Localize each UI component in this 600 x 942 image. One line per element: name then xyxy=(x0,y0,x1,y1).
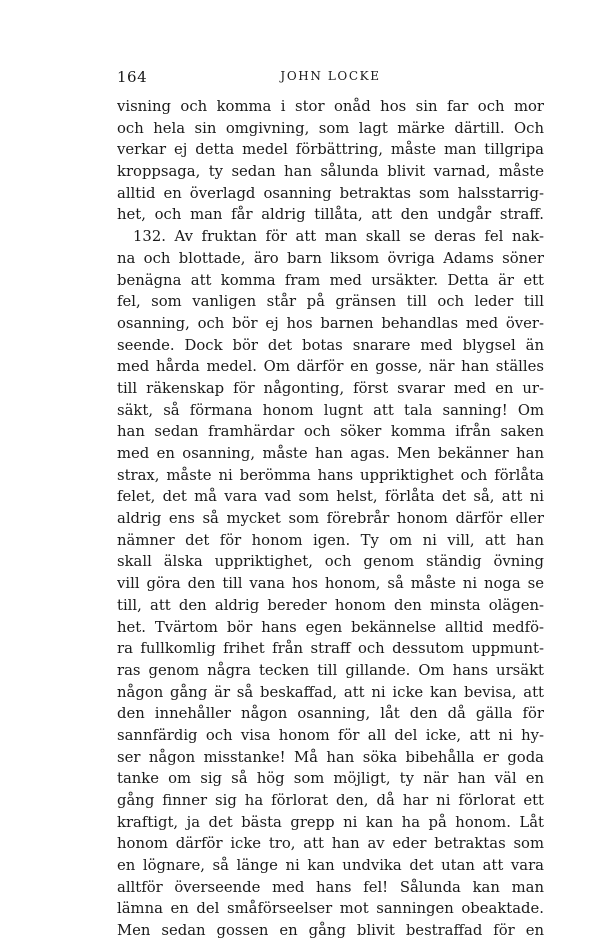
text-line: het, och man får aldrig tillåta, att den undgår straff. xyxy=(117,206,544,224)
text-line: någon gång är så beskaffad, att ni icke kan bevisa, att xyxy=(117,683,544,701)
paragraph-start-line: 132. Av fruktan för att man skall se deras fel nak- xyxy=(133,228,544,246)
text-line: osanning, och bör ej hos barnen behandlas med över- xyxy=(117,314,544,332)
text-line: honom därför icke tro, att han av eder betraktas som xyxy=(117,835,544,853)
text-line: till, att den aldrig bereder honom den minsta olägen- xyxy=(117,596,544,614)
text-line: na och blottade, äro barn liksom övriga Adams söner xyxy=(117,249,544,267)
text-line: nämner det för honom igen. Ty om ni vill, att han xyxy=(117,531,544,549)
text-line: felet, det må vara vad som helst, förlåta det så, att ni xyxy=(117,488,544,506)
text-line: ser någon misstanke! Må han söka bibehålla er goda xyxy=(117,748,544,766)
text-line: den innehåller någon osanning, låt den då gälla för xyxy=(117,705,544,723)
text-line: Men sedan gossen en gång blivit bestraffad för en xyxy=(117,922,544,940)
text-line: alltid en överlagd osanning betraktas som halsstarrig- xyxy=(117,184,544,202)
text-line: het. Tvärtom bör hans egen bekännelse alltid medfö- xyxy=(117,618,544,636)
page-header xyxy=(117,68,544,88)
text-line: skall älska uppriktighet, och genom ständig övning xyxy=(117,553,544,571)
text-line: visning och komma i stor onåd hos sin far och mor xyxy=(117,98,544,115)
text-line: ras genom några tecken till gillande. Om hans ursäkt xyxy=(117,661,544,679)
text-line: säkt, så förmana honom lugnt att tala sanning! Om xyxy=(117,401,544,419)
text-line: tanke om sig så hög som möjligt, ty när han väl en xyxy=(117,770,544,788)
text-line: ra fullkomlig frihet från straff och dessutom uppmunt- xyxy=(117,640,544,658)
text-line: en lögnare, så länge ni kan undvika det utan att vara xyxy=(117,857,544,875)
text-line: alltför överseende med hans fel! Sålunda kan man xyxy=(117,878,544,896)
text-line: kroppsaga, ty sedan han sålunda blivit varnad, måste xyxy=(117,163,544,181)
text-line: strax, måste ni berömma hans uppriktighet och förlåta xyxy=(117,466,544,484)
text-line: gång finner sig ha förlorat den, då har ni förlorat ett xyxy=(117,792,544,809)
running-head: JOHN LOCKE xyxy=(280,69,381,83)
text-line: med hårda medel. Om därför en gosse, när han ställes xyxy=(117,358,544,376)
text-line: seende. Dock bör det botas snarare med blygsel än xyxy=(117,336,544,354)
text-line: med en osanning, måste han agas. Men bekänner han xyxy=(117,445,544,462)
text-line: till räkenskap för någonting, först svarar med en ur- xyxy=(117,379,544,397)
text-line: verkar ej detta medel förbättring, måste man tillgripa xyxy=(117,141,544,159)
page-number: 164 xyxy=(117,68,148,86)
text-line: kraftigt, ja det bästa grepp ni kan ha på honom. Låt xyxy=(117,813,544,831)
text-line: han sedan framhärdar och söker komma ifrån saken xyxy=(117,423,544,441)
body-text xyxy=(117,96,544,942)
text-line: vill göra den till vana hos honom, så måste ni noga se xyxy=(117,575,544,593)
text-line: och hela sin omgivning, som lagt märke därtill. Och xyxy=(117,119,544,137)
text-line: aldrig ens så mycket som förebrår honom därför eller xyxy=(117,510,544,528)
text-line: sannfärdig och visa honom för all del icke, att ni hy- xyxy=(117,726,544,744)
text-line: fel, som vanligen står på gränsen till och leder till xyxy=(117,293,544,311)
text-line: lämna en del småförseelser mot sanningen obeaktade. xyxy=(117,900,544,918)
text-line: benägna att komma fram med ursäkter. Detta är ett xyxy=(117,271,544,289)
